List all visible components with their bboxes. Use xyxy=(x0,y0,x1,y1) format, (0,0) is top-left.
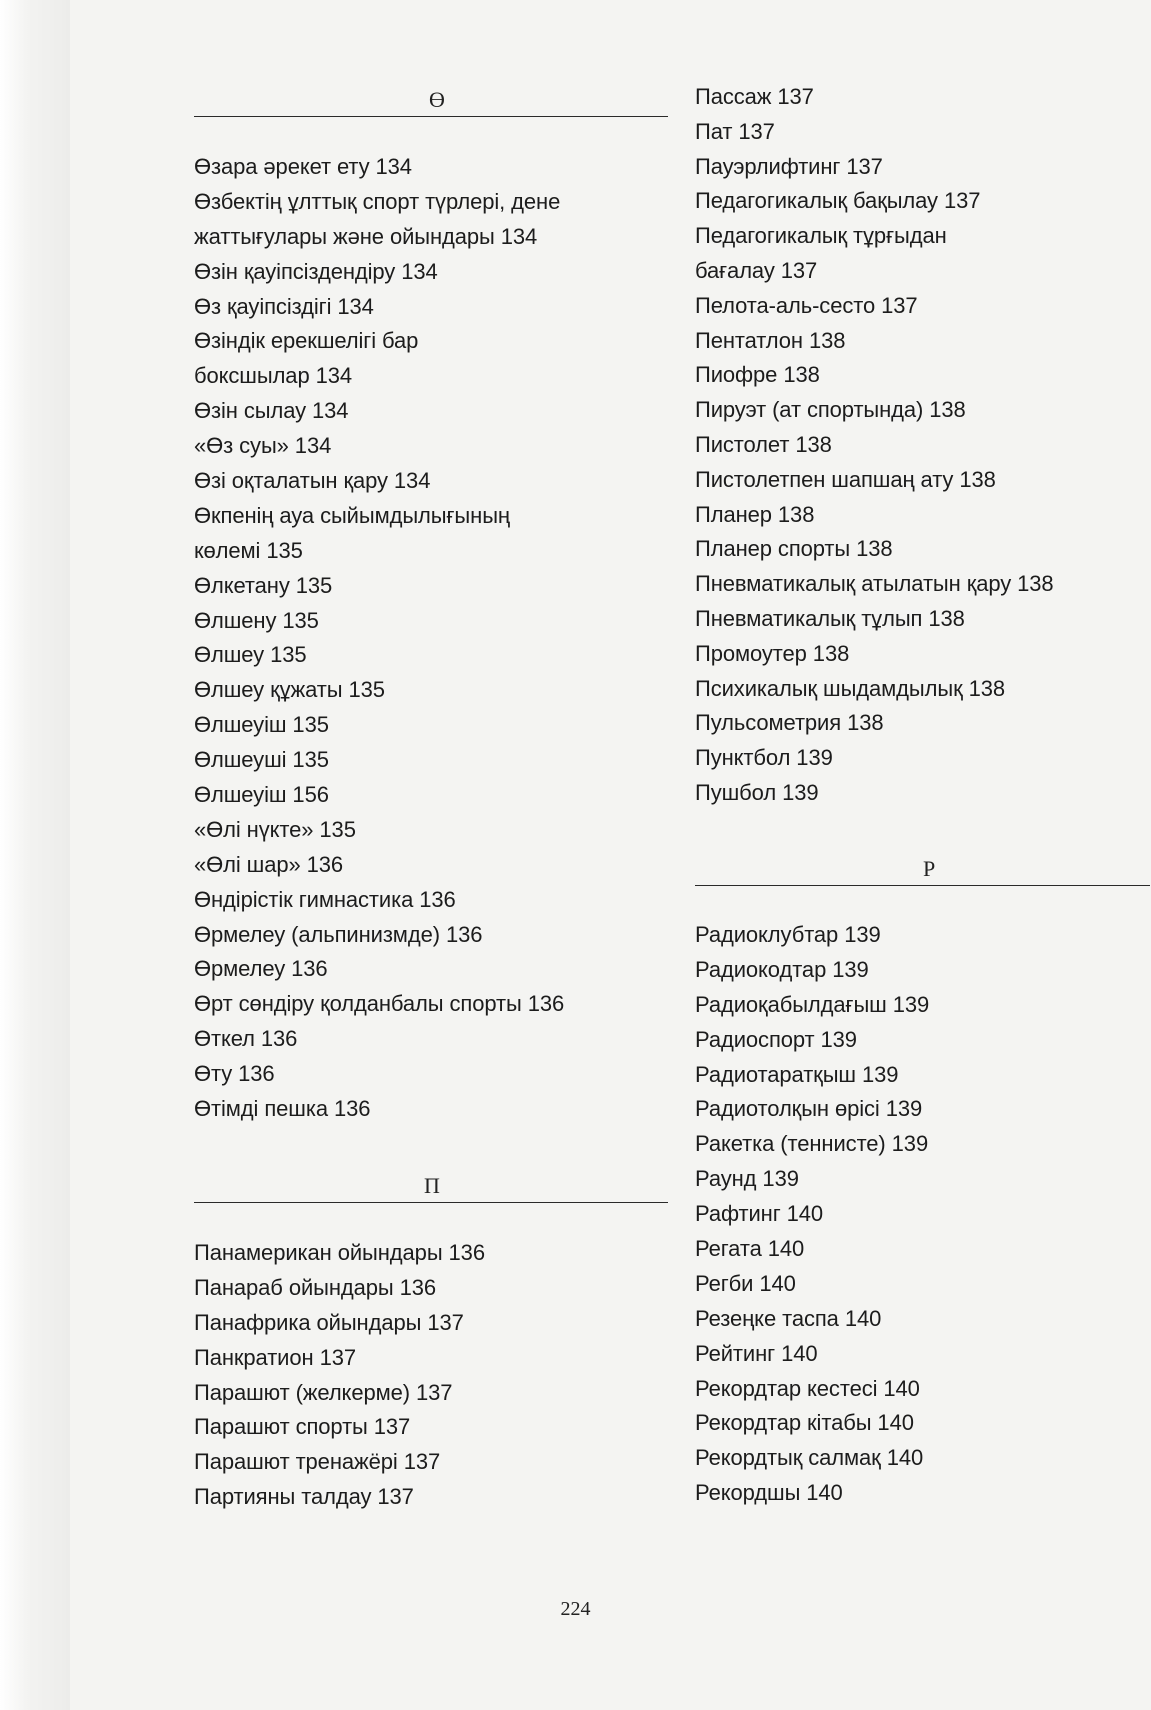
section-letter-o: Ө xyxy=(429,87,445,112)
index-entry: Өлшеу 135 xyxy=(194,642,307,668)
index-entry: Пауэрлифтинг 137 xyxy=(695,153,883,179)
entry-list-r xyxy=(695,918,929,1511)
index-entry: Панафрика ойындары 137 xyxy=(194,1309,464,1335)
index-entry: Өзін сылау 134 xyxy=(194,398,349,424)
index-entry: «Өз суы» 134 xyxy=(194,433,332,459)
page-number: 224 xyxy=(560,1598,591,1620)
section-letter-p: П xyxy=(424,1173,440,1198)
index-entry: Өзі оқталатын қару 134 xyxy=(194,468,431,494)
index-entry: Пневматикалық атылатын қару 138 xyxy=(695,571,1054,597)
index-entry: Өзбектің ұлттық спорт түрлері, дене xyxy=(194,188,561,214)
index-entry: Педагогикалық тұрғыдан xyxy=(695,223,947,249)
index-entry: Парашют спорты 137 xyxy=(194,1414,411,1440)
index-entry: Пат 137 xyxy=(695,118,775,144)
index-entry: Планер 138 xyxy=(695,501,815,527)
index-entry: Өзіндік ерекшелігі бар xyxy=(194,328,419,354)
index-entry: бағалау 137 xyxy=(695,257,818,283)
section-rule-r xyxy=(695,885,1150,886)
index-entry: Пентатлон 138 xyxy=(695,327,846,353)
entry-list-p xyxy=(194,1236,485,1515)
index-entry: Рекордшы 140 xyxy=(695,1480,843,1506)
section-rule-p xyxy=(194,1202,668,1203)
index-entry: Пневматикалық тұлып 138 xyxy=(695,605,965,631)
index-entry: Пульсометрия 138 xyxy=(695,710,884,736)
index-entry: Өрмелеу (альпинизмде) 136 xyxy=(194,921,483,947)
index-entry: Өлшену 135 xyxy=(194,607,319,633)
index-entry: Раунд 139 xyxy=(695,1166,799,1192)
entry-list-o xyxy=(194,150,564,1127)
index-entry: «Өлі шар» 136 xyxy=(194,851,344,877)
index-entry: Өндірістік гимнастика 136 xyxy=(194,886,456,912)
index-entry: Өлшеуіш 156 xyxy=(194,782,329,808)
index-entry: «Өлі нүкте» 135 xyxy=(194,816,356,842)
index-entry: Пунктбол 139 xyxy=(695,745,833,771)
section-header-p xyxy=(194,1172,668,1202)
index-entry: Педагогикалық бақылау 137 xyxy=(695,188,981,214)
index-entry: Өрмелеу 136 xyxy=(194,956,328,982)
index-entry: Өзін қауіпсіздендіру 134 xyxy=(194,258,438,284)
section-header-r xyxy=(695,855,1150,885)
index-entry: Рекордтар кестесі 140 xyxy=(695,1375,920,1401)
index-entry: Радиоспорт 139 xyxy=(695,1026,857,1052)
index-entry: Партияны талдау 137 xyxy=(194,1484,414,1510)
index-entry: Радиокодтар 139 xyxy=(695,956,869,982)
index-entry: боксшылар 134 xyxy=(194,363,352,389)
index-entry: Парашют (желкерме) 137 xyxy=(194,1379,453,1405)
page-edge-shadow xyxy=(0,0,70,1710)
index-entry: Өрт сөндіру қолданбалы спорты 136 xyxy=(194,991,565,1017)
index-entry: Пиофре 138 xyxy=(695,362,820,388)
index-entry: Резеңке таспа 140 xyxy=(695,1305,882,1331)
index-entry: Өлкетану 135 xyxy=(194,572,333,598)
index-entry: Өкпенің ауа сыйымдылығының xyxy=(194,502,510,528)
section-letter-r: Р xyxy=(923,856,936,881)
index-entry: Өлшеуіш 135 xyxy=(194,712,329,738)
index-entry: Өз қауіпсіздігі 134 xyxy=(194,293,374,319)
index-entry: Өтімді пешка 136 xyxy=(194,1096,371,1122)
index-entry: Рекордтар кітабы 140 xyxy=(695,1410,914,1436)
index-entry: Радиоқабылдағыш 139 xyxy=(695,991,930,1017)
index-entry: Рафтинг 140 xyxy=(695,1201,824,1227)
index-entry: Ракетка (теннисте) 139 xyxy=(695,1131,929,1157)
section-rule-o xyxy=(194,116,668,117)
index-entry: Өту 136 xyxy=(194,1061,275,1087)
index-entry: Панамерикан ойындары 136 xyxy=(194,1240,485,1265)
index-entry: Пелота-аль-сесто 137 xyxy=(695,292,918,318)
index-entry: Радиотаратқыш 139 xyxy=(695,1061,899,1087)
index-entry: жаттығулары және ойындары 134 xyxy=(194,223,538,249)
index-entry: Пируэт (ат спортында) 138 xyxy=(695,397,966,423)
index-entry: көлемі 135 xyxy=(194,537,303,563)
index-entry: Радиоклубтар 139 xyxy=(695,922,881,947)
index-entry: Планер спорты 138 xyxy=(695,536,893,562)
index-entry: Панкратион 137 xyxy=(194,1344,356,1370)
index-entry: Психикалық шыдамдылық 138 xyxy=(695,675,1006,701)
index-entry: Өлшеу құжаты 135 xyxy=(194,677,385,703)
index-entry: Регата 140 xyxy=(695,1236,805,1262)
index-entry: Пистолет 138 xyxy=(695,431,832,457)
index-entry: Пушбол 139 xyxy=(695,779,819,805)
index-entry: Панараб ойындары 136 xyxy=(194,1274,437,1300)
index-entry: Өзара әрекет ету 134 xyxy=(194,154,412,179)
index-entry: Радиотолқын өрісі 139 xyxy=(695,1096,923,1122)
index-entry: Рейтинг 140 xyxy=(695,1340,818,1366)
index-entry: Рекордтық салмақ 140 xyxy=(695,1445,924,1471)
index-entry: Пистолетпен шапшаң ату 138 xyxy=(695,466,996,492)
index-entry: Өлшеуші 135 xyxy=(194,747,329,773)
index-entry: Регби 140 xyxy=(695,1270,796,1296)
index-entry: Промоутер 138 xyxy=(695,640,850,666)
index-entry: Пассаж 137 xyxy=(695,84,814,109)
index-entry: Өткел 136 xyxy=(194,1026,298,1052)
index-entry: Парашют тренажёрі 137 xyxy=(194,1449,441,1475)
section-header-o xyxy=(194,86,668,116)
entry-list-p-continued xyxy=(695,80,1054,811)
